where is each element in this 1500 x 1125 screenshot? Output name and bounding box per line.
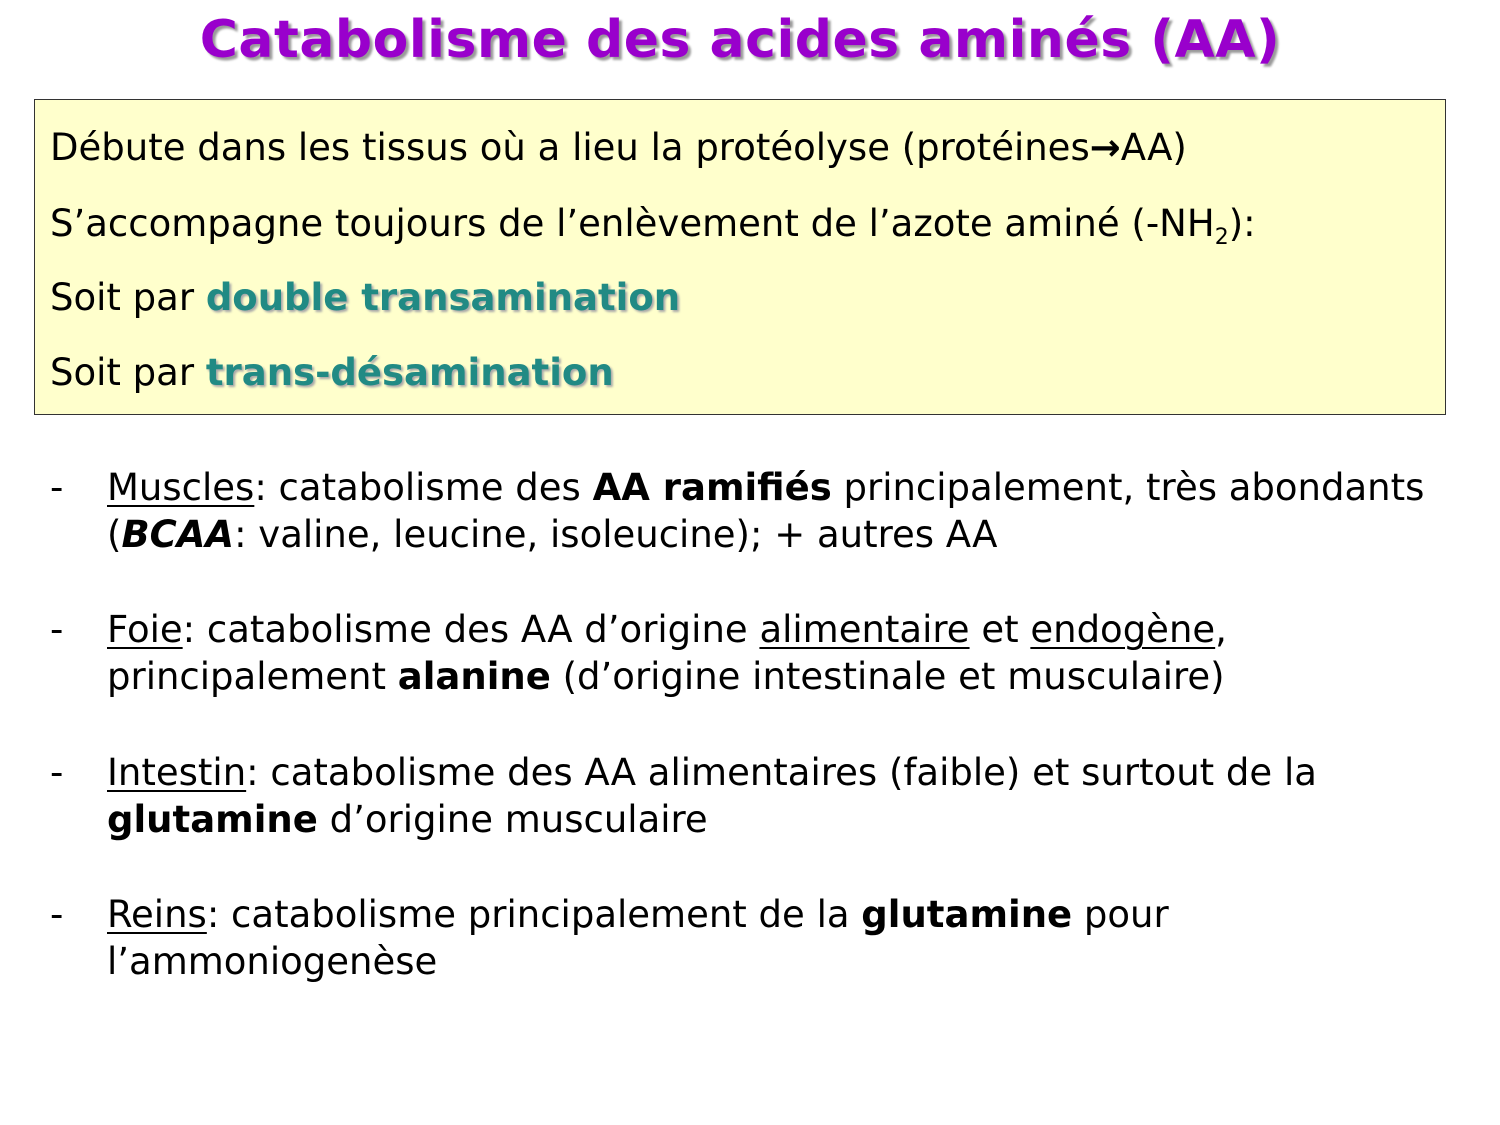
reins-term: Reins — [107, 893, 207, 936]
box-line-1 — [50, 128, 1187, 168]
alimentaire-term: alimentaire — [759, 608, 970, 651]
foie-text-2: et — [969, 608, 1031, 651]
box-line-2 — [50, 202, 1256, 250]
slide-title: Catabolisme des acides aminés (AA) — [199, 10, 1281, 70]
bullet-reins-text — [107, 891, 1447, 985]
bullet-dash: - — [50, 466, 64, 509]
glutamine-term: glutamine — [107, 798, 318, 841]
summary-box — [34, 99, 1446, 415]
muscles-bold-1: AA ramifiés — [592, 466, 832, 509]
intestin-term: Intestin — [107, 751, 247, 794]
alanine-term: alanine — [397, 655, 551, 698]
box-line-2-subscript: 2 — [1214, 225, 1229, 250]
reins-text-2: pour l’ammoniogenèse — [107, 893, 1169, 983]
box-line-2-text: S’accompagne toujours de l’enlèvement de l’azote aminé (-NH — [50, 202, 1215, 245]
foie-term: Foie — [107, 608, 183, 651]
box-line-1-end: AA) — [1120, 126, 1187, 169]
box-line-2-end: ): — [1228, 202, 1256, 245]
double-transamination-term: double transamination — [205, 276, 681, 319]
foie-text-4: (d’origine intestinale et musculaire) — [550, 655, 1225, 698]
box-line-4-prefix: Soit par — [50, 351, 206, 394]
bullet-muscles-text — [107, 464, 1447, 558]
bullet-dash: - — [50, 893, 64, 936]
muscles-text-1: : catabolisme des — [254, 466, 593, 509]
box-line-3 — [50, 278, 680, 318]
box-line-4 — [50, 353, 614, 393]
foie-text-3: , principalement — [107, 608, 1227, 698]
muscles-text-3: : valine, leucine, isoleucine); + autres AA — [234, 513, 998, 556]
bcaa-term: BCAA — [121, 513, 235, 556]
foie-text-1: : catabolisme des AA d’origine — [182, 608, 760, 651]
endogene-term: endogène — [1030, 608, 1216, 651]
glutamine-term: glutamine — [861, 893, 1073, 936]
intestin-text-2: d’origine musculaire — [317, 798, 708, 841]
muscles-term: Muscles — [107, 466, 255, 509]
arrow-right-icon: → — [1089, 126, 1121, 169]
bullet-dash: - — [50, 608, 64, 651]
bullet-dash: - — [50, 751, 64, 794]
box-line-1-text: Débute dans les tissus où a lieu la protéolyse (protéines — [50, 126, 1090, 169]
intestin-text-1: : catabolisme des AA alimentaires (faible) et surtout de la — [246, 751, 1317, 794]
trans-desamination-term: trans-désamination — [205, 351, 614, 394]
muscles-text-2: principalement, très abondants ( — [107, 466, 1425, 556]
bullet-foie-text — [107, 606, 1447, 700]
reins-text-1: : catabolisme principalement de la — [206, 893, 862, 936]
box-line-3-prefix: Soit par — [50, 276, 206, 319]
bullet-intestin-text — [107, 749, 1447, 843]
